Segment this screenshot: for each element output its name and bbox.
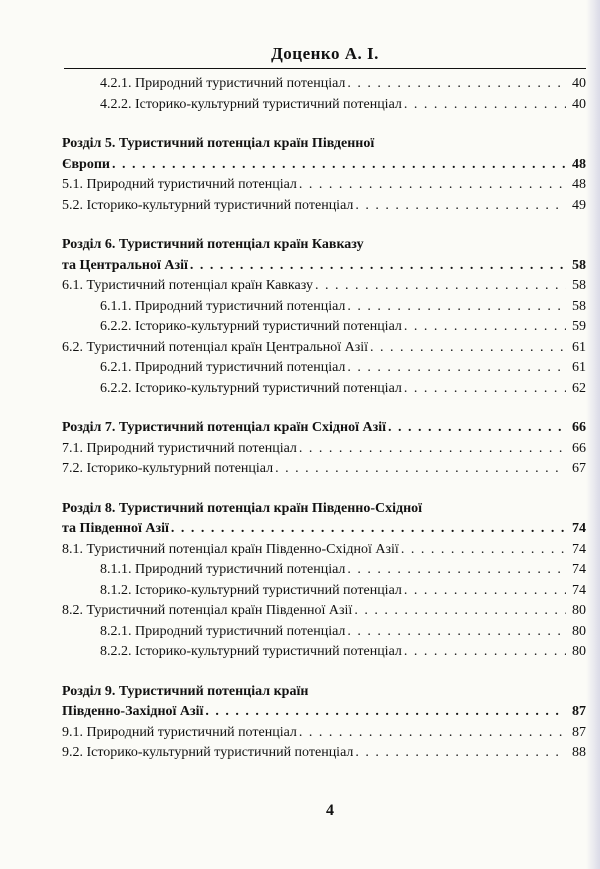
toc-entry-title: 6.2. Туристичний потенціал країн Центральної Азії (62, 339, 369, 355)
section-gap (62, 115, 586, 134)
toc-entry-title: 5.2. Історико-культурний туристичний потенціал (62, 197, 354, 213)
toc-leader-dots (275, 459, 566, 480)
toc-entry-title: Розділ 5. Туристичний потенціал країн Південної (62, 136, 375, 151)
toc-entry (62, 297, 586, 318)
toc-entry-title: 4.2.2. Історико-культурний туристичний потенціал (100, 96, 402, 112)
toc-entry-title: 6.1.1. Природний туристичний потенціал (100, 298, 346, 314)
toc-entry (62, 256, 586, 277)
toc-entry-title: 4.2.1. Природний туристичний потенціал (100, 76, 346, 91)
section-gap (62, 216, 586, 235)
toc-entry-page: 58 (572, 278, 586, 293)
toc-entry (62, 74, 586, 95)
toc-leader-dots (404, 642, 566, 663)
toc-entry (62, 439, 586, 460)
toc-leader-dots (370, 338, 566, 359)
toc-entry-title: 9.1. Природний туристичний потенціал (62, 724, 297, 740)
toc-entry-title: 6.2.1. Природний туристичний потенціал (100, 360, 346, 375)
section-gap (62, 480, 586, 499)
toc-leader-dots (347, 622, 566, 643)
toc-entry (62, 682, 586, 703)
toc-entry-title: та Центральної Азії (62, 257, 188, 273)
toc-leader-dots (347, 297, 566, 318)
toc-entry (62, 459, 586, 480)
toc-leader-dots (190, 256, 566, 277)
toc-entry-page: 80 (572, 644, 586, 659)
section-gap (62, 663, 586, 682)
toc-entry (62, 723, 586, 744)
toc-entry-page: 88 (572, 745, 586, 760)
toc-leader-dots (355, 196, 566, 217)
toc-entry-title: 8.1.1. Природний туристичний потенціал (100, 562, 346, 577)
toc-entry-title: 7.1. Природний туристичний потенціал (62, 440, 297, 456)
toc-entry-title: Розділ 9. Туристичний потенціал країн (62, 683, 309, 699)
toc-entry-title: 5.1. Природний туристичний потенціал (62, 177, 297, 192)
toc-entry-page: 49 (572, 197, 586, 213)
toc-entry-page: 48 (572, 177, 586, 192)
section-gap (62, 399, 586, 418)
toc-leader-dots (401, 540, 566, 561)
toc-entry-page: 66 (572, 420, 586, 435)
toc-entry-title: 8.1.2. Історико-культурний туристичний потенціал (100, 582, 402, 598)
toc-entry-page: 66 (572, 440, 586, 456)
toc-leader-dots (299, 439, 566, 460)
toc-entry-title: Розділ 8. Туристичний потенціал країн Південно-Східної (62, 500, 423, 516)
toc-entry (62, 560, 586, 581)
table-of-contents (62, 74, 586, 764)
toc-leader-dots (354, 601, 566, 622)
toc-entry (62, 499, 586, 520)
toc-entry (62, 379, 586, 400)
toc-entry (62, 702, 586, 723)
toc-leader-dots (205, 702, 566, 723)
toc-entry (62, 642, 586, 663)
toc-entry-page: 74 (572, 562, 586, 577)
toc-entry-title: 8.2. Туристичний потенціал країн Південної Азії (62, 603, 353, 618)
toc-leader-dots (404, 95, 566, 116)
toc-entry-title: Розділ 6. Туристичний потенціал країн Кавказу (62, 237, 364, 252)
toc-entry (62, 196, 586, 217)
toc-entry-page: 67 (572, 461, 586, 476)
toc-entry-title: Європи (62, 156, 110, 172)
toc-leader-dots (299, 175, 566, 196)
toc-entry-title: 8.2.1. Природний туристичний потенціал (100, 623, 346, 639)
toc-leader-dots (404, 317, 566, 338)
toc-entry (62, 358, 586, 379)
toc-entry-page: 87 (572, 724, 586, 740)
toc-entry-page: 74 (572, 541, 586, 557)
toc-entry (62, 622, 586, 643)
toc-entry-page: 40 (572, 76, 586, 91)
toc-entry-page: 48 (572, 156, 586, 172)
toc-entry (62, 338, 586, 359)
toc-entry (62, 540, 586, 561)
toc-entry (62, 601, 586, 622)
toc-entry-title: та Південної Азії (62, 521, 169, 536)
toc-entry-page: 61 (572, 360, 586, 375)
toc-leader-dots (347, 358, 566, 379)
toc-leader-dots (112, 155, 566, 176)
toc-entry (62, 581, 586, 602)
toc-leader-dots (404, 581, 566, 602)
toc-leader-dots (315, 276, 566, 297)
toc-entry-page: 87 (572, 704, 586, 719)
toc-entry (62, 317, 586, 338)
toc-leader-dots (347, 74, 566, 95)
header-rule (64, 68, 586, 69)
toc-entry-title: 6.2.2. Історико-культурний туристичний потенціал (100, 319, 402, 334)
toc-entry-title: 6.1. Туристичний потенціал країн Кавказу (62, 278, 313, 293)
toc-entry-page: 80 (572, 623, 586, 639)
toc-leader-dots (347, 560, 566, 581)
toc-entry (62, 175, 586, 196)
toc-leader-dots (171, 519, 566, 540)
toc-entry (62, 155, 586, 176)
toc-leader-dots (404, 379, 566, 400)
toc-entry-page: 59 (572, 319, 586, 334)
toc-entry (62, 519, 586, 540)
toc-entry-page: 40 (572, 96, 586, 112)
toc-entry-title: Розділ 7. Туристичний потенціал країн Східної Азії (62, 420, 386, 435)
page-edge-shadow (586, 0, 600, 869)
toc-entry-page: 58 (572, 257, 586, 273)
toc-leader-dots (388, 418, 566, 439)
toc-entry-page: 61 (572, 339, 586, 355)
toc-entry-page: 74 (572, 582, 586, 598)
toc-entry-title: 7.2. Історико-культурний потенціал (62, 461, 274, 476)
toc-entry-page: 62 (572, 380, 586, 396)
toc-entry-title: 9.2. Історико-культурний туристичний потенціал (62, 745, 354, 760)
running-header: Доценко А. І. (271, 44, 379, 63)
toc-entry-title: 8.1. Туристичний потенціал країн Південно-Східної Азії (62, 541, 399, 557)
toc-entry (62, 235, 586, 256)
toc-entry (62, 743, 586, 764)
toc-entry-title: 6.2.2. Історико-культурний туристичний потенціал (100, 380, 402, 396)
toc-entry-page: 58 (572, 298, 586, 314)
toc-entry-title: 8.2.2. Історико-культурний туристичний потенціал (100, 644, 402, 659)
toc-entry-page: 74 (572, 521, 586, 536)
toc-entry (62, 134, 586, 155)
toc-entry-title: Південно-Західної Азії (62, 704, 204, 719)
toc-entry (62, 95, 586, 116)
toc-entry (62, 418, 586, 439)
toc-leader-dots (355, 743, 566, 764)
page-number: 4 (326, 802, 334, 819)
toc-entry-page: 80 (572, 603, 586, 618)
toc-leader-dots (299, 723, 566, 744)
toc-entry (62, 276, 586, 297)
